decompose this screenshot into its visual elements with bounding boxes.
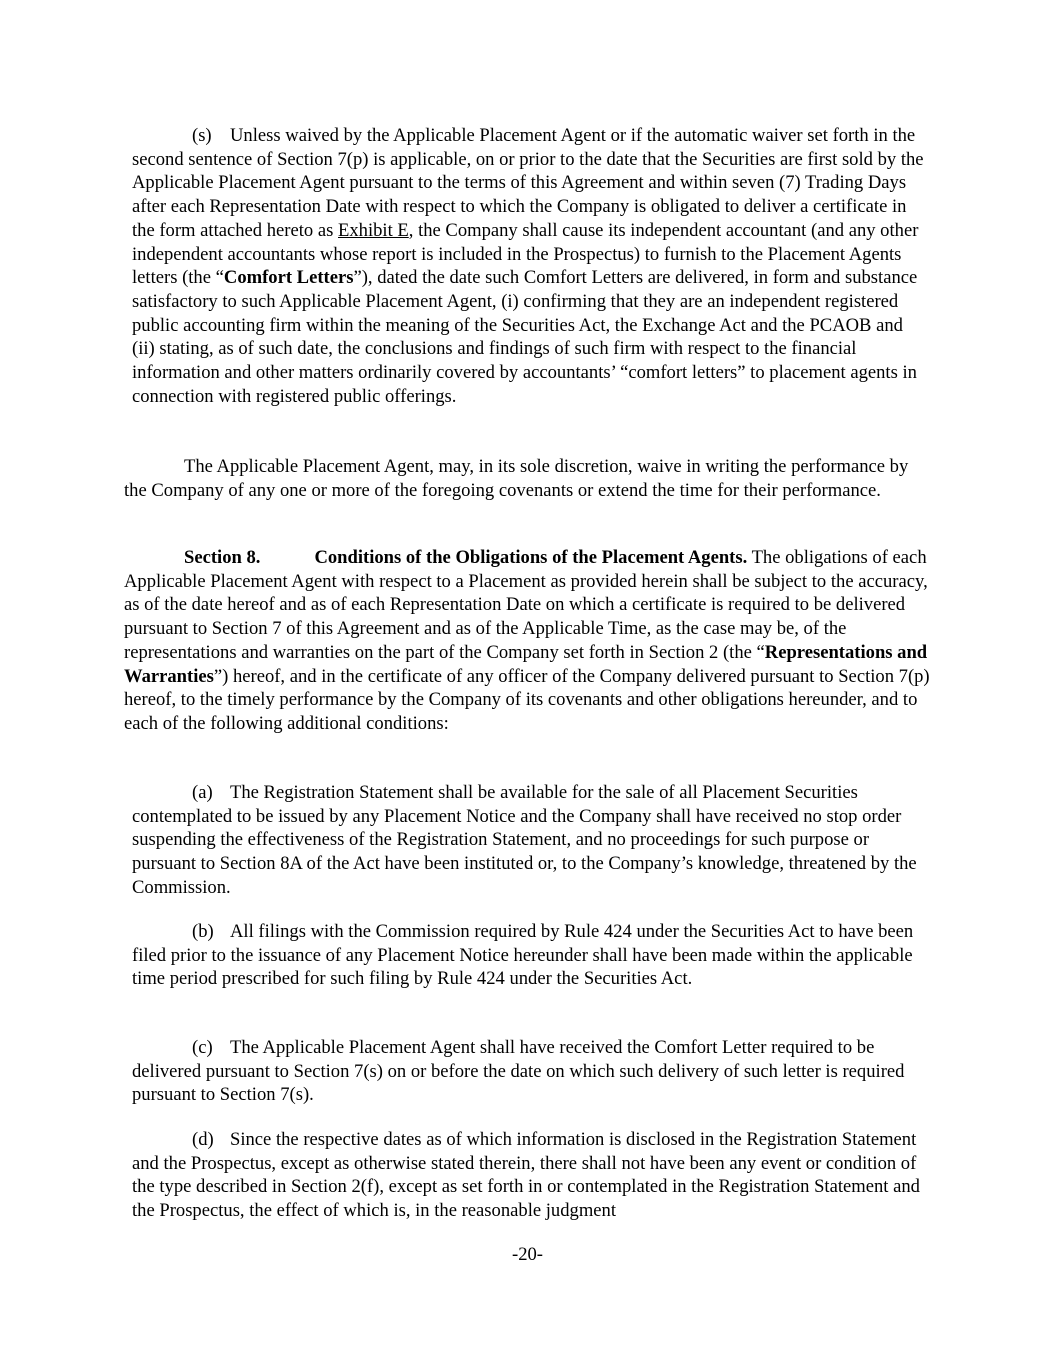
paragraph-c-label: (c) — [192, 1037, 213, 1058]
paragraph-s — [132, 124, 927, 408]
paragraph-b — [132, 920, 932, 991]
comfort-letters-term: Comfort Letters — [223, 267, 354, 289]
exhibit-e-reference: Exhibit E — [338, 219, 409, 241]
paragraph-a-label: (a) — [192, 782, 213, 803]
paragraph-s-text-3: ”), dated the date such Comfort Letters are delivered, in form and substance satisfactory to such Applicable Placement Agent, (i) confirming that they are an independent registered public accounting firm within the meaning of the Securities Act, the Exchange Act and the PCAOB and (ii) stating, as of such date, the conclusions and findings of such firm with respect to the financial information and other matters ordinarily covered by accountants’ “comfort letters” to placement agents in connection with registered public offerings. — [132, 267, 918, 407]
paragraph-s-text-2: , the Company shall cause its independent accountant (and any other independent accountants whose report is included in the Prospectus) to furnish to the Placement Agents letters (the “ — [132, 219, 919, 289]
paragraph-d-text: Since the respective dates as of which information is disclosed in the Registration Statement and the Prospectus, except as otherwise stated therein, there shall not have been any event or condition of the type described in Section 2(f), except as set forth in or contemplated in the Registration Statement and the Prospectus, the effect of which is, in the reasonable judgment — [132, 1129, 920, 1222]
waiver-paragraph: The Applicable Placement Agent, may, in its sole discretion, waive in writing the performance by the Company of any one or more of the foregoing covenants or extend the time for their performance. — [124, 456, 909, 501]
paragraph-a — [132, 781, 932, 900]
section-8-text-2: ”) hereof, and in the certificate of any officer of the Company delivered pursuant to Section 7(p) hereof, to the timely performance by the Company of its covenants and other obligations hereunder, and to each of the following additional conditions: — [124, 665, 930, 734]
section-8-heading: Conditions of the Obligations of the Placement Agents. — [314, 547, 748, 568]
paragraph-d — [132, 1128, 934, 1223]
page-number: -20- — [512, 1244, 543, 1265]
paragraph-c — [132, 1036, 932, 1107]
paragraph-b-text: All filings with the Commission required by Rule 424 under the Securities Act to have been filed prior to the issuance of any Placement Notice hereunder shall have been made within the applicable time period prescribed for such filing by Rule 424 under the Securities Act. — [132, 921, 914, 990]
section-8-number: Section 8. — [184, 547, 261, 568]
paragraph-a-text: The Registration Statement shall be available for the sale of all Placement Securities contemplated to be issued by any Placement Notice and the Company shall have received no stop order suspending the effectiveness of the Registration Statement, and no proceedings for such purpose or pursuant to Section 8A of the Act have been instituted or, to the Company’s knowledge, threatened by the Commission. — [132, 782, 917, 898]
paragraph-c-text: The Applicable Placement Agent shall have received the Comfort Letter required to be delivered pursuant to Section 7(s) on or before the date on which such delivery of such letter is required pursuant to Section 7(s). — [132, 1037, 905, 1106]
section-8-text-1: The obligations of each Applicable Placement Agent with respect to a Placement as provided herein shall be subject to the accuracy, as of the date hereof and as of each Representation Date on which a certificate is required to be delivered pursuant to Section 7 of this Agreement and as of the Applicable Time, as the case may be, of the representations and warranties on the part of the Company set forth in Section 2 (the “ — [124, 547, 928, 663]
representations-warranties-term: Representations and Warranties — [124, 641, 928, 687]
paragraph-s-label: (s) — [192, 125, 212, 146]
section-8-paragraph — [124, 546, 934, 736]
paragraph-b-label: (b) — [192, 921, 214, 942]
paragraph-s-text-1: Unless waived by the Applicable Placement Agent or if the automatic waiver set forth in the second sentence of Section 7(p) is applicable, on or prior to the date that the Securities are first sold by the Applicable Placement Agent pursuant to the terms of this Agreement and within seven (7) Trading Days after each Representation Date with respect to which the Company is obligated to deliver a certificate in the form attached hereto as — [132, 125, 924, 241]
paragraph-d-label: (d) — [192, 1129, 214, 1150]
